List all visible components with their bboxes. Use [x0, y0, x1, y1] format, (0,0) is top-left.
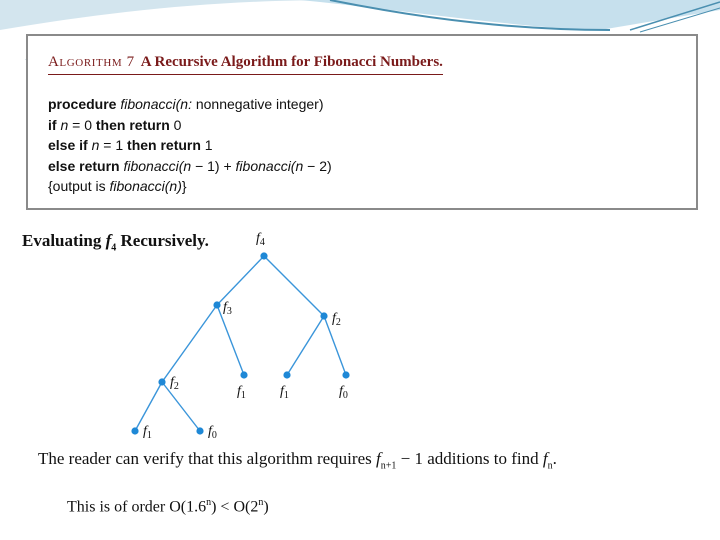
tree-node-label: $f_4$ [256, 231, 265, 248]
algorithm-title [48, 54, 443, 75]
code-function: fibonacci(n [235, 157, 304, 174]
tree-title-post: Recursively. [116, 231, 209, 250]
code-keyword: then return [95, 116, 170, 133]
code-text: = 1 [99, 137, 128, 153]
tree-node-label: $f_2$ [170, 375, 179, 392]
tree-title-var: f [105, 231, 112, 250]
code-text: nonnegative integer) [191, 96, 324, 112]
tree-node-label: $f_0$ [208, 424, 217, 441]
tree-edge [162, 382, 200, 431]
code-keyword: else if [48, 137, 88, 153]
code-line-2 [48, 115, 332, 136]
code-line-1 [48, 94, 332, 115]
statement-f1: f [375, 449, 381, 468]
tree-node-label: $f_1$ [237, 384, 246, 401]
tree-edge [162, 305, 217, 382]
tree-node [283, 371, 290, 378]
code-var: n [91, 137, 100, 153]
tree-node-label: $f_2$ [332, 311, 341, 328]
tree-node-label: $f_0$ [339, 384, 348, 401]
tree-node [196, 427, 203, 434]
tree-title-sub: 4 [111, 242, 117, 254]
additions-statement [38, 449, 557, 471]
code-text: = 0 [68, 116, 96, 133]
recursion-tree [110, 225, 370, 447]
code-keyword: procedure [48, 96, 117, 112]
statement-f2: f [542, 449, 548, 468]
code-text: 0 [169, 116, 182, 133]
code-text: } [181, 178, 187, 194]
order-pre: This is of order O(1.6 [67, 498, 207, 516]
code-function: fibonacci(n: [120, 96, 192, 112]
tree-edge [287, 316, 324, 375]
tree-edge [217, 256, 264, 305]
tree-edge [264, 256, 324, 316]
code-line-4 [48, 156, 332, 177]
code-function: fibonacci(n [123, 157, 192, 174]
tree-node [158, 378, 165, 385]
code-text: {output is [48, 178, 110, 194]
tree-node-label: $f_3$ [223, 300, 232, 317]
code-text: 1 [200, 137, 213, 153]
tree-node-label: $f_1$ [280, 384, 289, 401]
code-function: fibonacci(n) [109, 178, 182, 194]
tree-node [240, 371, 247, 378]
tree-node [320, 312, 327, 319]
code-keyword: then return [127, 137, 201, 153]
code-text: − 1) + [191, 157, 236, 174]
tree-node-label: $f_1$ [143, 424, 152, 441]
tree-node [131, 427, 138, 434]
code-line-3 [48, 135, 332, 156]
order-exp1: n [206, 497, 212, 508]
order-mid: ) < O(2 [211, 498, 259, 516]
statement-f1-sub: n+1 [380, 460, 397, 472]
code-keyword: else return [48, 157, 120, 174]
code-var: n [60, 116, 69, 133]
tree-node [213, 301, 220, 308]
algorithm-box [26, 34, 698, 210]
tree-node [342, 371, 349, 378]
algorithm-name: A Recursive Algorithm for Fibonacci Numbers. [140, 54, 443, 70]
order-statement [67, 497, 269, 516]
code-keyword: if [48, 116, 57, 133]
tree-node [260, 252, 267, 259]
order-exp2: n [258, 497, 264, 508]
code-line-5 [48, 176, 332, 197]
statement-mid: − 1 additions to find [396, 449, 543, 468]
algorithm-label: Algorithm 7 [48, 54, 135, 70]
statement-pre: The reader can verify that this algorithm requires [38, 449, 376, 468]
tree-title-pre: Evaluating [22, 231, 106, 250]
statement-f2-sub: n [547, 460, 553, 472]
order-post: ) [263, 498, 269, 516]
code-text: − 2) [303, 157, 332, 174]
pseudocode [48, 94, 332, 197]
tree-edge [135, 382, 162, 431]
statement-post: . [552, 449, 557, 468]
